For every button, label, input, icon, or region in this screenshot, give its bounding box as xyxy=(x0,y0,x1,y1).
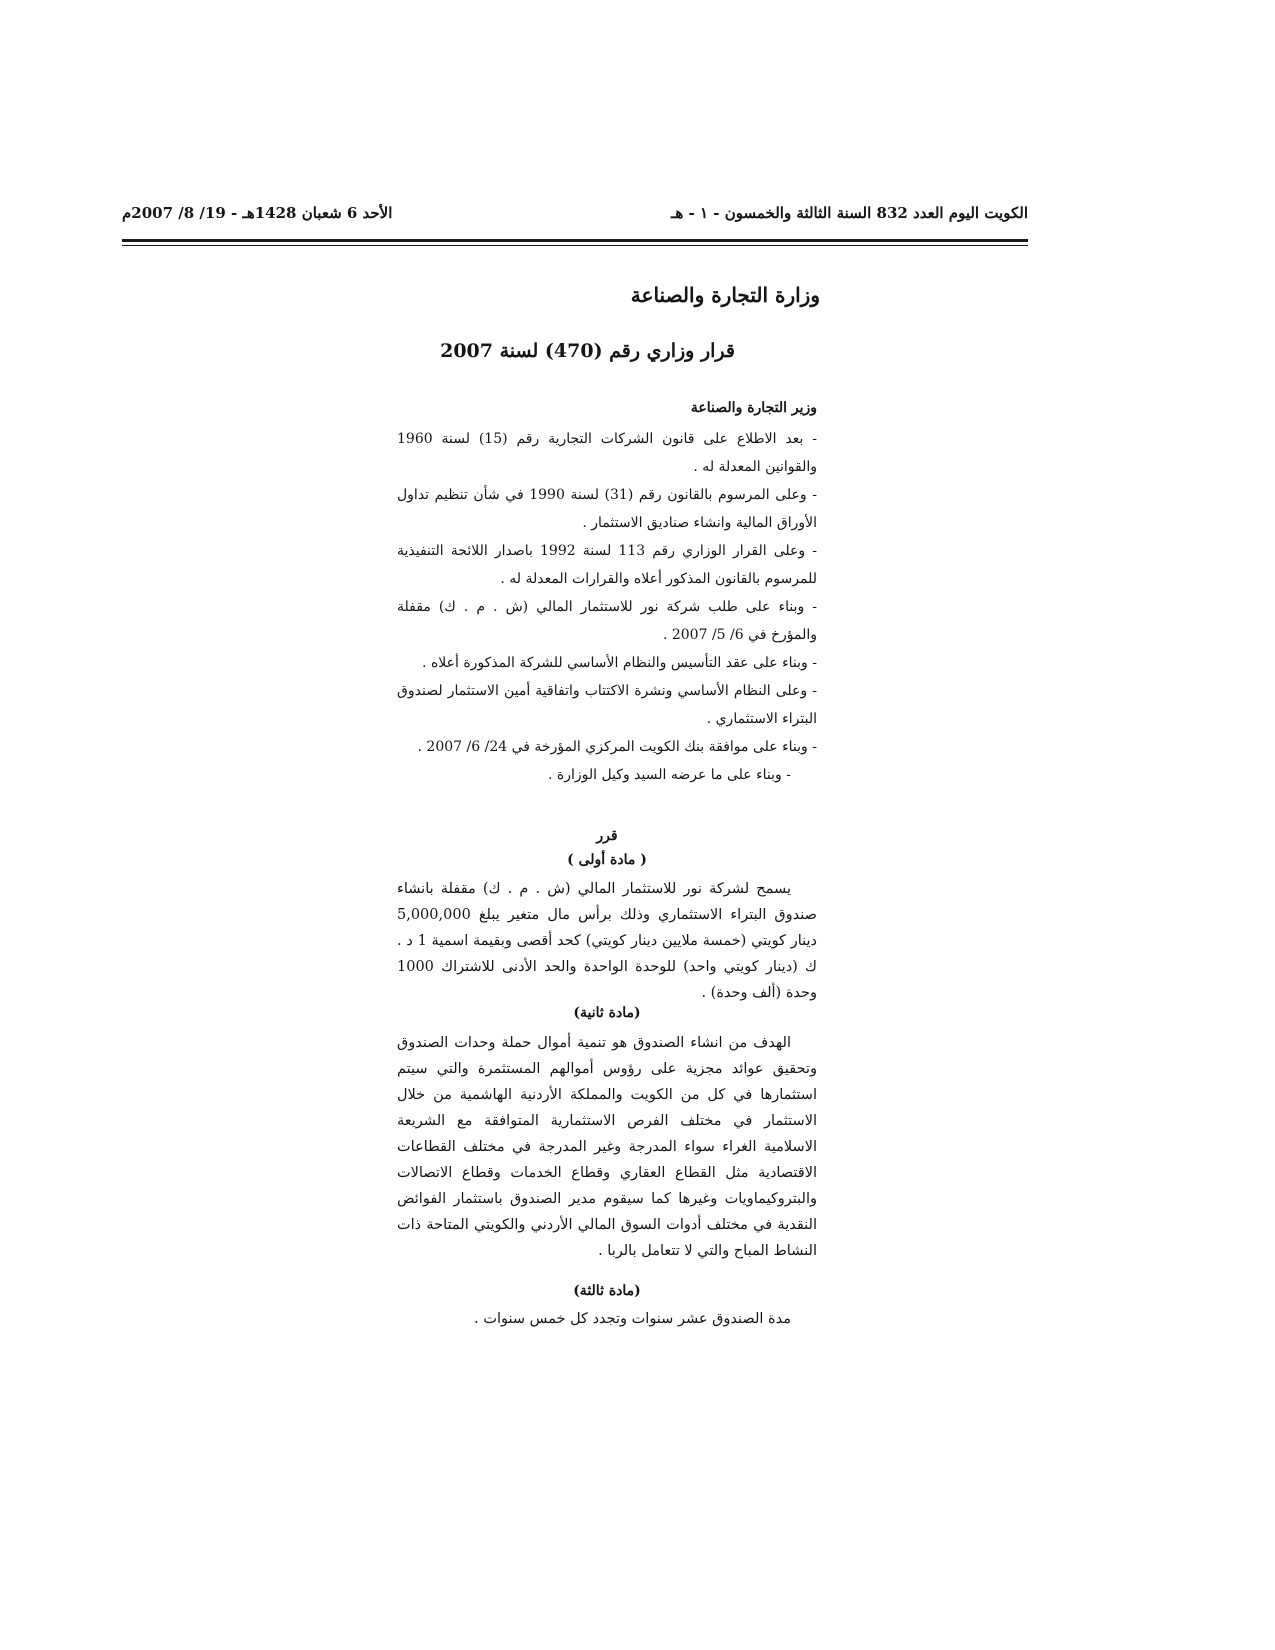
article-paragraph: الهدف من انشاء الصندوق هو تنمية أموال حملة وحدات الصندوق وتحقيق عوائد مجزية على رؤوس أموالهم المستثمرة والتي سيتم استثمارها في كل من الكويت والمملكة الأردنية الهاشمية من خلال الاستثمار في مختلف الفرص الاستثمارية المتوافقة مع الشريعة الاسلامية الغراء سواء المدرجة وغير المدرجة في مختلف القطاعات الاقتصادية مثل القطاع العقاري وقطاع الخدمات وقطاع الاتصالات والبتروكيماويات وغيرها كما سيقوم مدير الصندوق باستثمار الفوائض النقدية في مختلف أدوات السوق المالي الأردني والكويتي المتاحة ذات النشاط المباح والتي لا تتعامل بالربا . xyxy=(397,1035,817,1259)
header-rule-thick xyxy=(122,239,1028,242)
article-2-text xyxy=(397,1030,817,1264)
issue-date: الأحد 6 شعبان 1428هـ - 19/ 8/ 2007م xyxy=(122,204,393,222)
preamble-item: - وبناء على ما عرضه السيد وكيل الوزارة . xyxy=(547,767,791,783)
article-1-heading: ( مادة أولى ) xyxy=(567,852,647,868)
preamble-item: - وبناء على طلب شركة نور للاستثمار المالي (ش . م . ك) مقفلة والمؤرخ في 6/ 5/ 2007 . xyxy=(397,599,817,643)
article-paragraph: مدة الصندوق عشر سنوات وتجدد كل خمس سنوات . xyxy=(474,1311,791,1327)
preamble-item: - بعد الاطلاع على قانون الشركات التجارية رقم (15) لسنة 1960 والقوانين المعدلة له . xyxy=(397,431,817,475)
article-2-heading: (مادة ثانية) xyxy=(573,1005,641,1021)
article-3-text xyxy=(397,1306,817,1332)
gazette-issue-info: الكويت اليوم العدد 832 السنة الثالثة والخمسون - ١ - هـ xyxy=(670,204,1028,222)
page-header xyxy=(122,204,1028,230)
preamble-item: - وبناء على موافقة بنك الكويت المركزي المؤرخة في 24/ 6/ 2007 . xyxy=(417,739,817,755)
preamble-item: - وعلى النظام الأساسي ونشرة الاكتتاب واتفاقية أمين الاستثمار لصندوق البتراء الاستثماري . xyxy=(397,683,817,727)
preamble xyxy=(397,425,817,789)
article-1-text xyxy=(397,876,817,1006)
ministry-name: وزارة التجارة والصناعة xyxy=(630,283,820,307)
header-rule-thin xyxy=(122,245,1028,246)
article-paragraph: يسمح لشركة نور للاستثمار المالي (ش . م . ك) مقفلة بانشاء صندوق البتراء الاستثماري وذلك برأس مال متغير يبلغ 5,000,000 دينار كويتي (خمسة ملايين دينار كويتي) كحد أقصى وبقيمة اسمية 1 د . ك (دينار كويتي واحد) للوحدة الواحدة والحد الأدنى للاشتراك 1000 وحدة (ألف وحدة) . xyxy=(397,881,818,1001)
preamble-item: - وعلى المرسوم بالقانون رقم (31) لسنة 1990 في شأن تنظيم تداول الأوراق المالية وانشاء صناديق الاستثمار . xyxy=(397,487,817,531)
article-3-heading: (مادة ثالثة) xyxy=(573,1283,641,1299)
preamble-item: - وبناء على عقد التأسيس والنظام الأساسي للشركة المذكورة أعلاه . xyxy=(422,655,817,671)
decides-heading: قرر xyxy=(596,828,618,844)
minister-title: وزير التجارة والصناعة xyxy=(690,400,817,416)
preamble-item: - وعلى القرار الوزاري رقم 113 لسنة 1992 باصدار اللائحة التنفيذية للمرسوم بالقانون المذكور أعلاه والقرارات المعدلة له . xyxy=(397,543,817,587)
decree-title: قرار وزاري رقم (470) لسنة 2007 xyxy=(440,340,735,362)
